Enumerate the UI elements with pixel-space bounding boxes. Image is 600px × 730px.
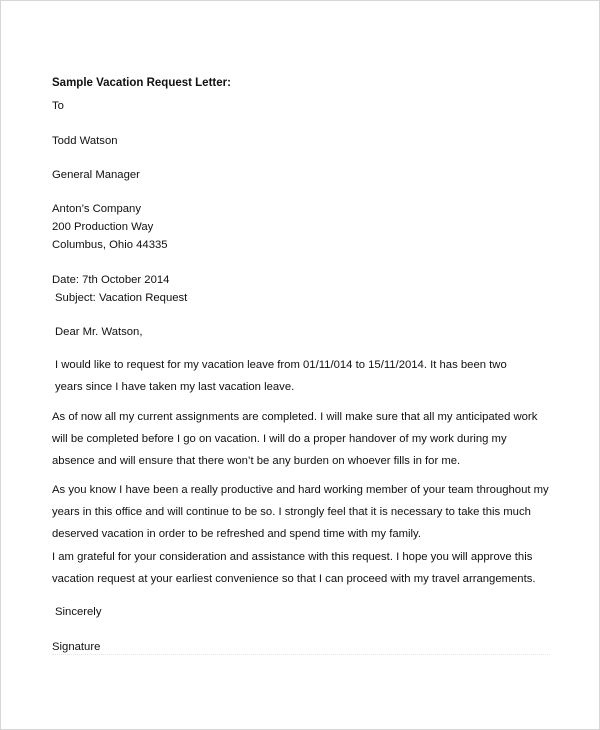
paragraph-assignments: As of now all my current assignments are completed. I will make sure that all my anticipated work will be completed before I go on vacation. I will do a proper handover of my work during my absence and will ensure that there won’t be any burden on whoever fills in for me. (52, 411, 538, 467)
recipient-name: Todd Watson (52, 135, 118, 147)
letter-date: Date: 7th October 2014 (52, 274, 170, 286)
recipient-title: General Manager (52, 169, 140, 181)
address-line-1: 200 Production Way (52, 221, 154, 233)
closing: Sincerely (55, 606, 102, 618)
letter-title: Sample Vacation Request Letter: (52, 77, 231, 89)
signature: Signature (52, 641, 101, 653)
to-label: To (52, 100, 64, 112)
signature-divider (52, 654, 550, 655)
paragraph-productivity: As you know I have been a really productive and hard working member of your team throughout my years in this office and will continue to be so. I strongly feel that it is necessary to take this much deserved vacation in order to be refreshed and spend time with my family. (52, 484, 549, 540)
paragraph-request: I would like to request for my vacation leave from 01/11/014 to 15/11/2014. It has been two years since I have taken my last vacation leave. (55, 359, 507, 393)
address-line-2: Columbus, Ohio 44335 (52, 239, 168, 251)
company-name: Anton’s Company (52, 203, 141, 215)
paragraph-gratitude: I am grateful for your consideration and assistance with this request. I hope you will approve this vacation request at your earliest convenience so that I can proceed with my travel arrangements. (52, 551, 536, 585)
salutation: Dear Mr. Watson, (55, 326, 143, 338)
letter-subject: Subject: Vacation Request (55, 292, 188, 304)
